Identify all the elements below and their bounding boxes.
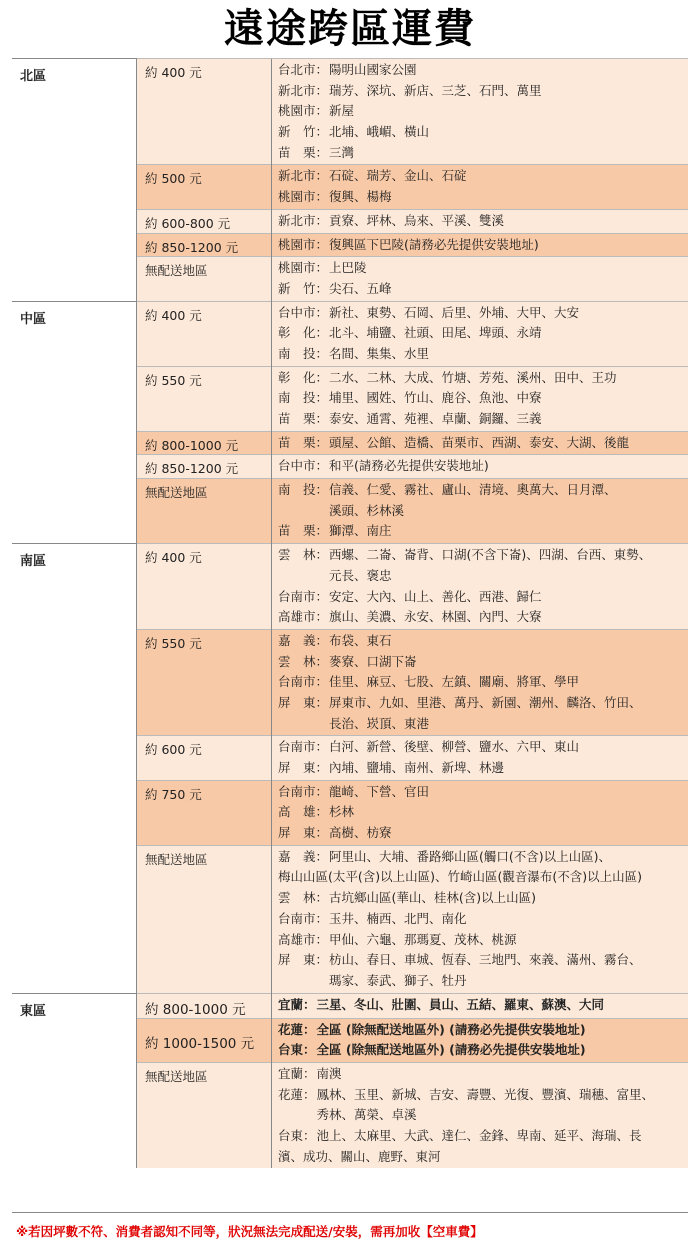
area-label: 新北市： [278, 168, 329, 184]
price-cell: 約 850-1200 元 [137, 233, 272, 257]
area-cell [272, 455, 689, 479]
area-line [278, 737, 684, 758]
area-label: 苗 栗： [278, 144, 329, 160]
price-cell: 約 600-800 元 [137, 209, 272, 233]
rate-row [12, 301, 688, 366]
area-line [278, 1126, 684, 1147]
area-list: 濱、成功、關山、鹿野、東河 [278, 1148, 441, 1164]
area-label: 嘉 義： [278, 632, 329, 648]
area-list: 古坑鄉山區(華山、桂林(含)以上山區) [329, 890, 537, 906]
area-list: 龍崎、下營、官田 [329, 783, 430, 799]
price-cell: 無配送地區 [137, 257, 272, 301]
area-list: 溪頭、杉林溪 [329, 502, 405, 518]
area-line [278, 279, 684, 300]
area-line [278, 368, 684, 389]
area-line [278, 101, 684, 122]
area-label: 桃園市： [278, 260, 329, 276]
area-cell [272, 431, 689, 455]
area-line [278, 143, 684, 164]
area-list: 高樹、枋寮 [329, 825, 392, 841]
area-list: 白河、新營、後壁、柳營、鹽水、六甲、東山 [329, 739, 580, 755]
area-list: 復興區下巴陵(請務必先提供安裝地址) [329, 236, 539, 252]
area-label: 屏 東： [278, 825, 329, 841]
area-cell [272, 736, 689, 780]
area-list: 瑞芳、深坑、新店、三芝、石門、萬里 [329, 82, 542, 98]
area-label: 桃園市： [278, 236, 329, 252]
area-list: 秀林、萬榮、卓溪 [316, 1107, 417, 1123]
area-line [278, 521, 684, 542]
area-line [278, 1020, 684, 1041]
area-label: 南 投： [278, 482, 329, 498]
area-list: 尖石、五峰 [329, 280, 392, 296]
area-line [278, 607, 684, 628]
price-cell: 約 600 元 [137, 736, 272, 780]
area-line [278, 566, 684, 587]
price-cell: 無配送地區 [137, 1062, 272, 1168]
area-line [278, 888, 684, 909]
area-list: 三星、冬山、壯圍、員山、五結、羅東、蘇澳、大同 [316, 996, 605, 1012]
area-label: 花蓮： [278, 1086, 316, 1102]
area-line [278, 714, 684, 735]
area-label: 台南市： [278, 588, 329, 604]
area-label: 宜蘭： [278, 996, 316, 1012]
area-list: 北埔、峨嵋、橫山 [329, 124, 430, 140]
area-label: 台南市： [278, 783, 329, 799]
area-label: 台東： [278, 1042, 316, 1058]
area-label: 台南市： [278, 910, 329, 926]
area-label: 南 投： [278, 390, 329, 406]
area-line [278, 971, 684, 992]
area-label: 新北市： [278, 212, 329, 228]
area-list: 安定、大內、山上、善化、西港、歸仁 [329, 588, 542, 604]
area-list: 北斗、埔鹽、社頭、田尾、埤頭、永靖 [329, 325, 542, 341]
area-line [278, 758, 684, 779]
area-label: 高雄市： [278, 609, 329, 625]
area-list: 元長、褒忠 [329, 567, 392, 583]
area-list: 梅山山區(太平(含)以上山區)、竹崎山區(觀音瀑布(不含)以上山區) [278, 869, 643, 885]
area-cell [272, 209, 689, 233]
area-line [278, 187, 684, 208]
area-cell [272, 165, 689, 209]
area-line [278, 433, 684, 454]
region-name: 北區 [12, 59, 137, 302]
area-list: 枋山、春日、車城、恆春、三地門、來義、滿州、霧台、 [329, 952, 642, 968]
area-list: 埔里、國姓、竹山、鹿谷、魚池、中寮 [329, 390, 542, 406]
area-list: 貢寮、坪林、烏來、平溪、雙溪 [329, 212, 505, 228]
area-cell [272, 629, 689, 735]
area-line [278, 409, 684, 430]
rate-row [12, 544, 688, 630]
area-line [278, 303, 684, 324]
region-name: 東區 [12, 993, 137, 1168]
area-line [278, 1147, 684, 1168]
area-label: 新 竹： [278, 124, 329, 140]
area-cell [272, 544, 689, 630]
area-list: 新屋 [329, 103, 355, 119]
area-list: 陽明山國家公園 [329, 62, 417, 77]
area-list: 池上、太麻里、大武、達仁、金鋒、卑南、延平、海瑞、長 [316, 1128, 642, 1143]
price-cell: 約 400 元 [137, 544, 272, 630]
area-list: 信義、仁愛、霧社、廬山、清境、奧萬大、日月潭、 [329, 482, 617, 498]
area-label: 台南市： [278, 674, 329, 690]
area-line [278, 631, 684, 652]
area-label: 苗 栗： [278, 411, 329, 426]
area-list: 上巴陵 [329, 260, 367, 276]
area-cell [272, 233, 689, 257]
area-label: 雲 林： [278, 653, 329, 669]
area-label: 高 雄： [278, 804, 329, 820]
area-line [278, 344, 684, 365]
area-line [278, 995, 684, 1016]
region-name: 中區 [12, 301, 137, 544]
area-cell [272, 780, 689, 845]
table-bottom-border [12, 1212, 688, 1213]
area-line [278, 456, 684, 477]
rate-row [12, 59, 688, 165]
area-label: 屏 東： [278, 760, 329, 775]
area-line [278, 693, 684, 714]
area-list: 新社、東勢、石岡、后里、外埔、大甲、大安 [329, 304, 580, 320]
price-cell: 約 800-1000 元 [137, 431, 272, 455]
area-line [278, 909, 684, 930]
area-list: 復興、楊梅 [329, 189, 392, 205]
area-label: 雲 林： [278, 890, 329, 906]
area-line [278, 81, 684, 102]
area-list: 布袋、東石 [329, 632, 392, 648]
area-list: 甲仙、六龜、那瑪夏、茂林、桃源 [329, 931, 517, 947]
area-list: 屏東市、九如、里港、萬丹、新園、潮州、麟洛、竹田、 [329, 694, 642, 710]
area-line [278, 1105, 684, 1126]
area-label: 高雄市： [278, 931, 329, 947]
area-cell [272, 1018, 689, 1062]
price-cell: 約 550 元 [137, 629, 272, 735]
area-label: 彰 化： [278, 325, 329, 341]
area-line [278, 802, 684, 823]
area-list: 石碇、瑞芳、金山、石碇 [329, 168, 467, 184]
area-line [278, 211, 684, 232]
area-cell [272, 1062, 689, 1168]
area-label: 台東： [278, 1128, 316, 1143]
area-line [278, 823, 684, 844]
price-cell: 無配送地區 [137, 479, 272, 544]
area-line [278, 501, 684, 522]
area-list: 頭屋、公館、造橋、苗栗市、西湖、泰安、大湖、後龍 [329, 434, 630, 450]
area-line [278, 672, 684, 693]
area-line [278, 782, 684, 803]
area-list: 內埔、鹽埔、南州、新埤、林邊 [329, 760, 505, 775]
area-label: 苗 栗： [278, 434, 329, 450]
price-cell: 約 500 元 [137, 165, 272, 209]
area-line [278, 950, 684, 971]
area-line [278, 166, 684, 187]
price-cell: 無配送地區 [137, 845, 272, 993]
area-list: 和平(請務必先提供安裝地址) [329, 458, 489, 474]
area-line [278, 388, 684, 409]
area-label: 新 竹： [278, 280, 329, 296]
area-line [278, 587, 684, 608]
area-list: 南澳 [316, 1065, 342, 1081]
area-label: 花蓮： [278, 1021, 316, 1037]
area-cell [272, 257, 689, 301]
area-line [278, 1064, 684, 1085]
area-label: 雲 林： [278, 547, 329, 563]
area-line [278, 480, 684, 501]
rate-row [12, 993, 688, 1018]
area-list: 麥寮、口湖下崙 [329, 653, 417, 669]
region-name: 南區 [12, 544, 137, 993]
area-line [278, 930, 684, 951]
area-list: 阿里山、大埔、番路鄉山區(觸口(不含)以上山區)、 [329, 848, 612, 864]
area-list: 獅潭、南庄 [329, 523, 392, 539]
area-line [278, 1040, 684, 1061]
area-line [278, 258, 684, 279]
area-label: 桃園市： [278, 103, 329, 119]
area-cell [272, 59, 689, 165]
price-cell: 約 1000-1500 元 [137, 1018, 272, 1062]
area-label: 台北市： [278, 62, 329, 77]
area-list: 三灣 [329, 144, 355, 160]
area-line [278, 235, 684, 256]
price-cell: 約 400 元 [137, 301, 272, 366]
area-line [278, 652, 684, 673]
area-label: 彰 化： [278, 369, 329, 385]
area-line [278, 545, 684, 566]
area-label: 台中市： [278, 304, 329, 320]
area-line [278, 1085, 684, 1106]
price-cell: 約 850-1200 元 [137, 455, 272, 479]
area-list: 西螺、二崙、崙背、口湖(不含下崙)、四湖、台西、東勢、 [329, 547, 652, 563]
area-cell [272, 301, 689, 366]
area-list: 鳳林、玉里、新城、吉安、壽豐、光復、豐濱、瑞穗、富里、 [316, 1086, 655, 1102]
area-label: 台中市： [278, 458, 329, 474]
area-list: 二水、二林、大成、竹塘、芳苑、溪州、田中、王功 [329, 369, 617, 385]
price-cell: 約 750 元 [137, 780, 272, 845]
price-cell: 約 550 元 [137, 366, 272, 431]
area-line [278, 60, 684, 81]
area-line [278, 847, 684, 868]
area-list: 佳里、麻豆、七股、左鎮、關廟、將軍、學甲 [329, 674, 580, 690]
price-cell: 約 800-1000 元 [137, 993, 272, 1018]
area-list: 瑪家、泰武、獅子、牡丹 [329, 972, 467, 988]
area-cell [272, 845, 689, 993]
area-line [278, 867, 684, 888]
area-list: 全區 (除無配送地區外) (請務必先提供安裝地址) [316, 1042, 586, 1058]
area-list: 名間、集集、水里 [329, 345, 430, 361]
area-label: 苗 栗： [278, 523, 329, 539]
area-line [278, 122, 684, 143]
area-cell [272, 479, 689, 544]
area-cell [272, 366, 689, 431]
area-list: 長治、崁頂、東港 [329, 715, 430, 731]
price-cell: 約 400 元 [137, 59, 272, 165]
footnote: ※若因坪數不符、消費者認知不同等，狀況無法完成配送/安裝，需再加收【空車費】 [16, 1224, 483, 1239]
area-label: 嘉 義： [278, 848, 329, 864]
area-list: 全區 (除無配送地區外) (請務必先提供安裝地址) [316, 1021, 586, 1037]
area-cell [272, 993, 689, 1018]
area-label: 屏 東： [278, 694, 329, 710]
area-list: 杉林 [329, 804, 355, 820]
area-line [278, 323, 684, 344]
area-label: 南 投： [278, 345, 329, 361]
area-label: 桃園市： [278, 189, 329, 205]
shipping-rate-table [12, 58, 688, 1168]
area-label: 屏 東： [278, 952, 329, 968]
area-label: 新北市： [278, 82, 329, 98]
area-list: 泰安、通霄、苑裡、卓蘭、銅鑼、三義 [329, 411, 542, 426]
area-label: 台南市： [278, 739, 329, 755]
area-list: 玉井、楠西、北門、南化 [329, 910, 467, 926]
area-label: 宜蘭： [278, 1065, 316, 1081]
area-list: 旗山、美濃、永安、林園、內門、大寮 [329, 609, 542, 625]
page-title: 遠途跨區運費 [224, 6, 476, 52]
